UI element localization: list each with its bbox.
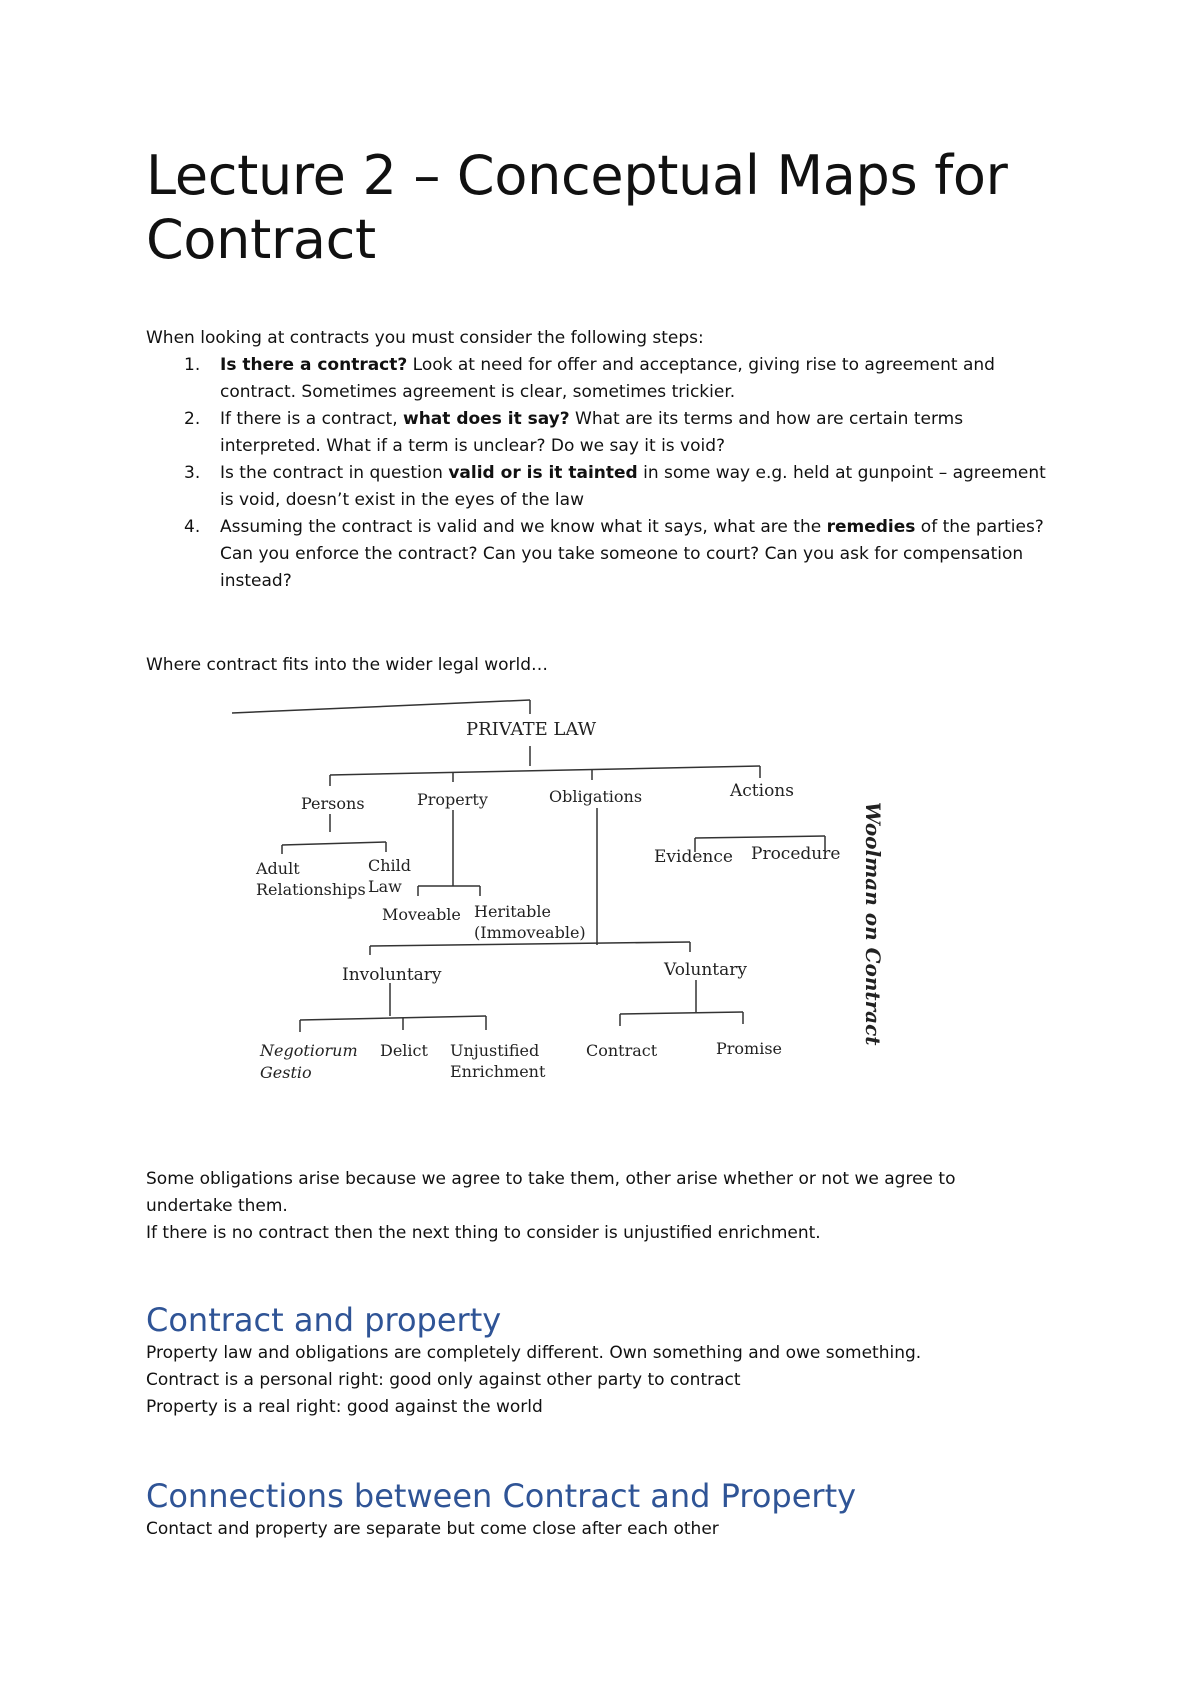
node-negotiorum-gestio: Gestio: [260, 1063, 312, 1082]
page-title: Lecture 2 – Conceptual Maps for Contract: [146, 144, 1008, 271]
node-moveable: Moveable: [382, 905, 461, 924]
unjustified-note: If there is no contract then the next thing to consider is unjustified enrichment.: [146, 1223, 821, 1243]
step-text: If there is a contract,: [220, 409, 403, 429]
heading-connections: Connections between Contract and Property: [146, 1477, 857, 1515]
step-item: [146, 406, 1046, 460]
private-law-tree-diagram: [230, 690, 910, 1140]
step-item: [146, 460, 1046, 514]
step-number: 4.: [184, 517, 201, 537]
node-promise: Promise: [716, 1039, 783, 1058]
node-voluntary: Voluntary: [664, 960, 747, 980]
step-text-bold: Is there a contract?: [220, 355, 408, 375]
step-text: What are its terms and how are certain terms interpreted. What if a term is unclear? Do we say it is void?: [220, 409, 964, 456]
node-actions: Actions: [730, 781, 794, 801]
diagram-source-label: Woolman on Contract: [861, 802, 885, 1046]
heading-contract-and-property: Contract and property: [146, 1301, 502, 1339]
step-text: of the parties? Can you enforce the contract? Can you take someone to court? Can you ask for compensation instead?: [220, 517, 1044, 591]
node-unjustified-enrichment: Unjustified: [450, 1041, 540, 1060]
node-involuntary: Involuntary: [342, 965, 442, 985]
step-item: [146, 352, 1046, 406]
section-line: Contract is a personal right: good only against other party to contract: [146, 1370, 741, 1390]
tree-connectors: [232, 700, 825, 1032]
step-number: 3.: [184, 463, 201, 483]
step-text: Assuming the contract is valid and we know what it says, what are the: [220, 517, 827, 537]
node-negotiorum-gestio: Negotiorum: [260, 1041, 358, 1060]
step-text: Look at need for offer and acceptance, giving rise to agreement and contract. Sometimes agreement is clear, sometimes trickier.: [220, 355, 995, 402]
node-heritable: (Immoveable): [474, 923, 586, 942]
steps-list: [146, 352, 1046, 595]
contract-property-text: [146, 1340, 1046, 1421]
node-adult-relationships: Relationships: [256, 880, 366, 899]
node-persons: Persons: [301, 794, 365, 813]
step-text: in some way e.g. held at gunpoint – agreement is void, doesn’t exist in the eyes of the law: [220, 463, 1046, 510]
intro-text: When looking at contracts you must consider the following steps:: [146, 328, 704, 348]
node-private-law: PRIVATE LAW: [466, 719, 597, 740]
node-delict: Delict: [380, 1041, 428, 1060]
node-obligations: Obligations: [549, 787, 643, 806]
node-unjustified-enrichment: Enrichment: [450, 1062, 546, 1081]
step-item: [146, 514, 1046, 595]
section-line: Property is a real right: good against the world: [146, 1397, 543, 1417]
section-line: Property law and obligations are completely different. Own something and owe something.: [146, 1343, 922, 1363]
where-text: Where contract fits into the wider legal world…: [146, 655, 549, 675]
node-procedure: Procedure: [751, 844, 841, 864]
node-evidence: Evidence: [654, 847, 733, 867]
connections-text: Contact and property are separate but come close after each other: [146, 1519, 719, 1539]
after-diagram-text: [146, 1166, 1046, 1247]
step-text-bold: valid or is it tainted: [448, 463, 638, 483]
step-text-bold: remedies: [826, 517, 916, 537]
node-contract: Contract: [586, 1041, 658, 1060]
node-child-law: Child: [368, 856, 412, 875]
step-number: 1.: [184, 355, 201, 375]
obligations-note: Some obligations arise because we agree to take them, other arise whether or not we agree to undertake them.: [146, 1169, 956, 1216]
step-number: 2.: [184, 409, 201, 429]
step-text-bold: what does it say?: [403, 409, 570, 429]
node-adult-relationships: Adult: [256, 859, 300, 878]
node-property: Property: [417, 790, 488, 809]
node-child-law: Law: [368, 877, 402, 896]
step-text: Is the contract in question: [220, 463, 449, 483]
node-heritable: Heritable: [474, 902, 551, 921]
